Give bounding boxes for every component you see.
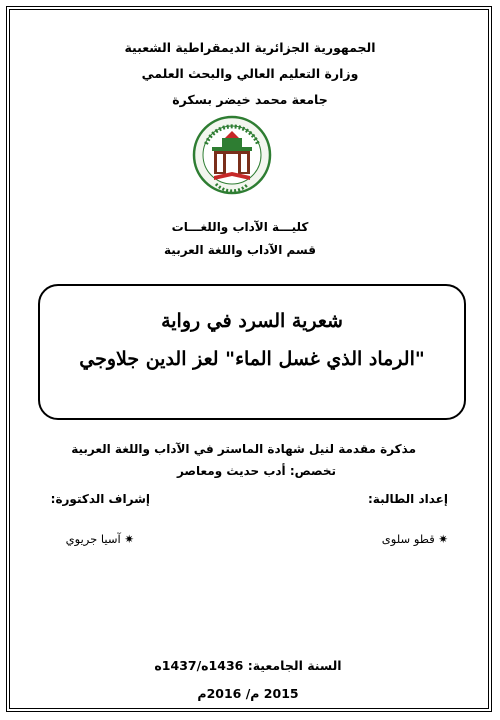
thesis-specialty: تخصص: أدب حديث ومعاصر — [176, 464, 336, 478]
title-box — [38, 284, 466, 420]
thesis-description: مذكرة مقدمة لنيل شهادة الماستر في الآداب واللغة العربية — [71, 442, 416, 456]
student-name: قطو سلوى — [381, 532, 435, 546]
academic-year-hijri: السنة الجامعية: 1436ه/1437ه — [154, 658, 342, 673]
student-label: إعداد الطالبة: — [368, 492, 448, 506]
supervisor-name: آسيا جريوي — [65, 532, 121, 546]
academic-year-gregorian: 2015 م/ 2016م — [197, 686, 299, 701]
supervisor-name-row — [66, 532, 134, 546]
supervisor-label: إشراف الدكتورة: — [50, 492, 150, 506]
faculty-name: كليـــة الآداب واللغـــات — [171, 220, 309, 234]
header-republic: الجمهورية الجزائرية الديمقراطية الشعبية — [124, 40, 376, 55]
university-logo — [192, 114, 272, 196]
bullet-icon: ✷ — [438, 532, 448, 546]
title-line-1: شعرية السرد في رواية — [161, 310, 343, 332]
department-name: قسم الآداب واللغة العربية — [164, 243, 316, 257]
header-ministry: وزارة التعليم العالي والبحث العلمي — [141, 66, 359, 81]
bullet-icon: ✷ — [124, 532, 134, 546]
header-university: جامعة محمد خيضر بسكرة — [172, 92, 328, 107]
student-name-row — [382, 532, 448, 546]
title-line-2: "الرماد الذي غسل الماء" لعز الدين جلاوجي — [79, 348, 425, 370]
